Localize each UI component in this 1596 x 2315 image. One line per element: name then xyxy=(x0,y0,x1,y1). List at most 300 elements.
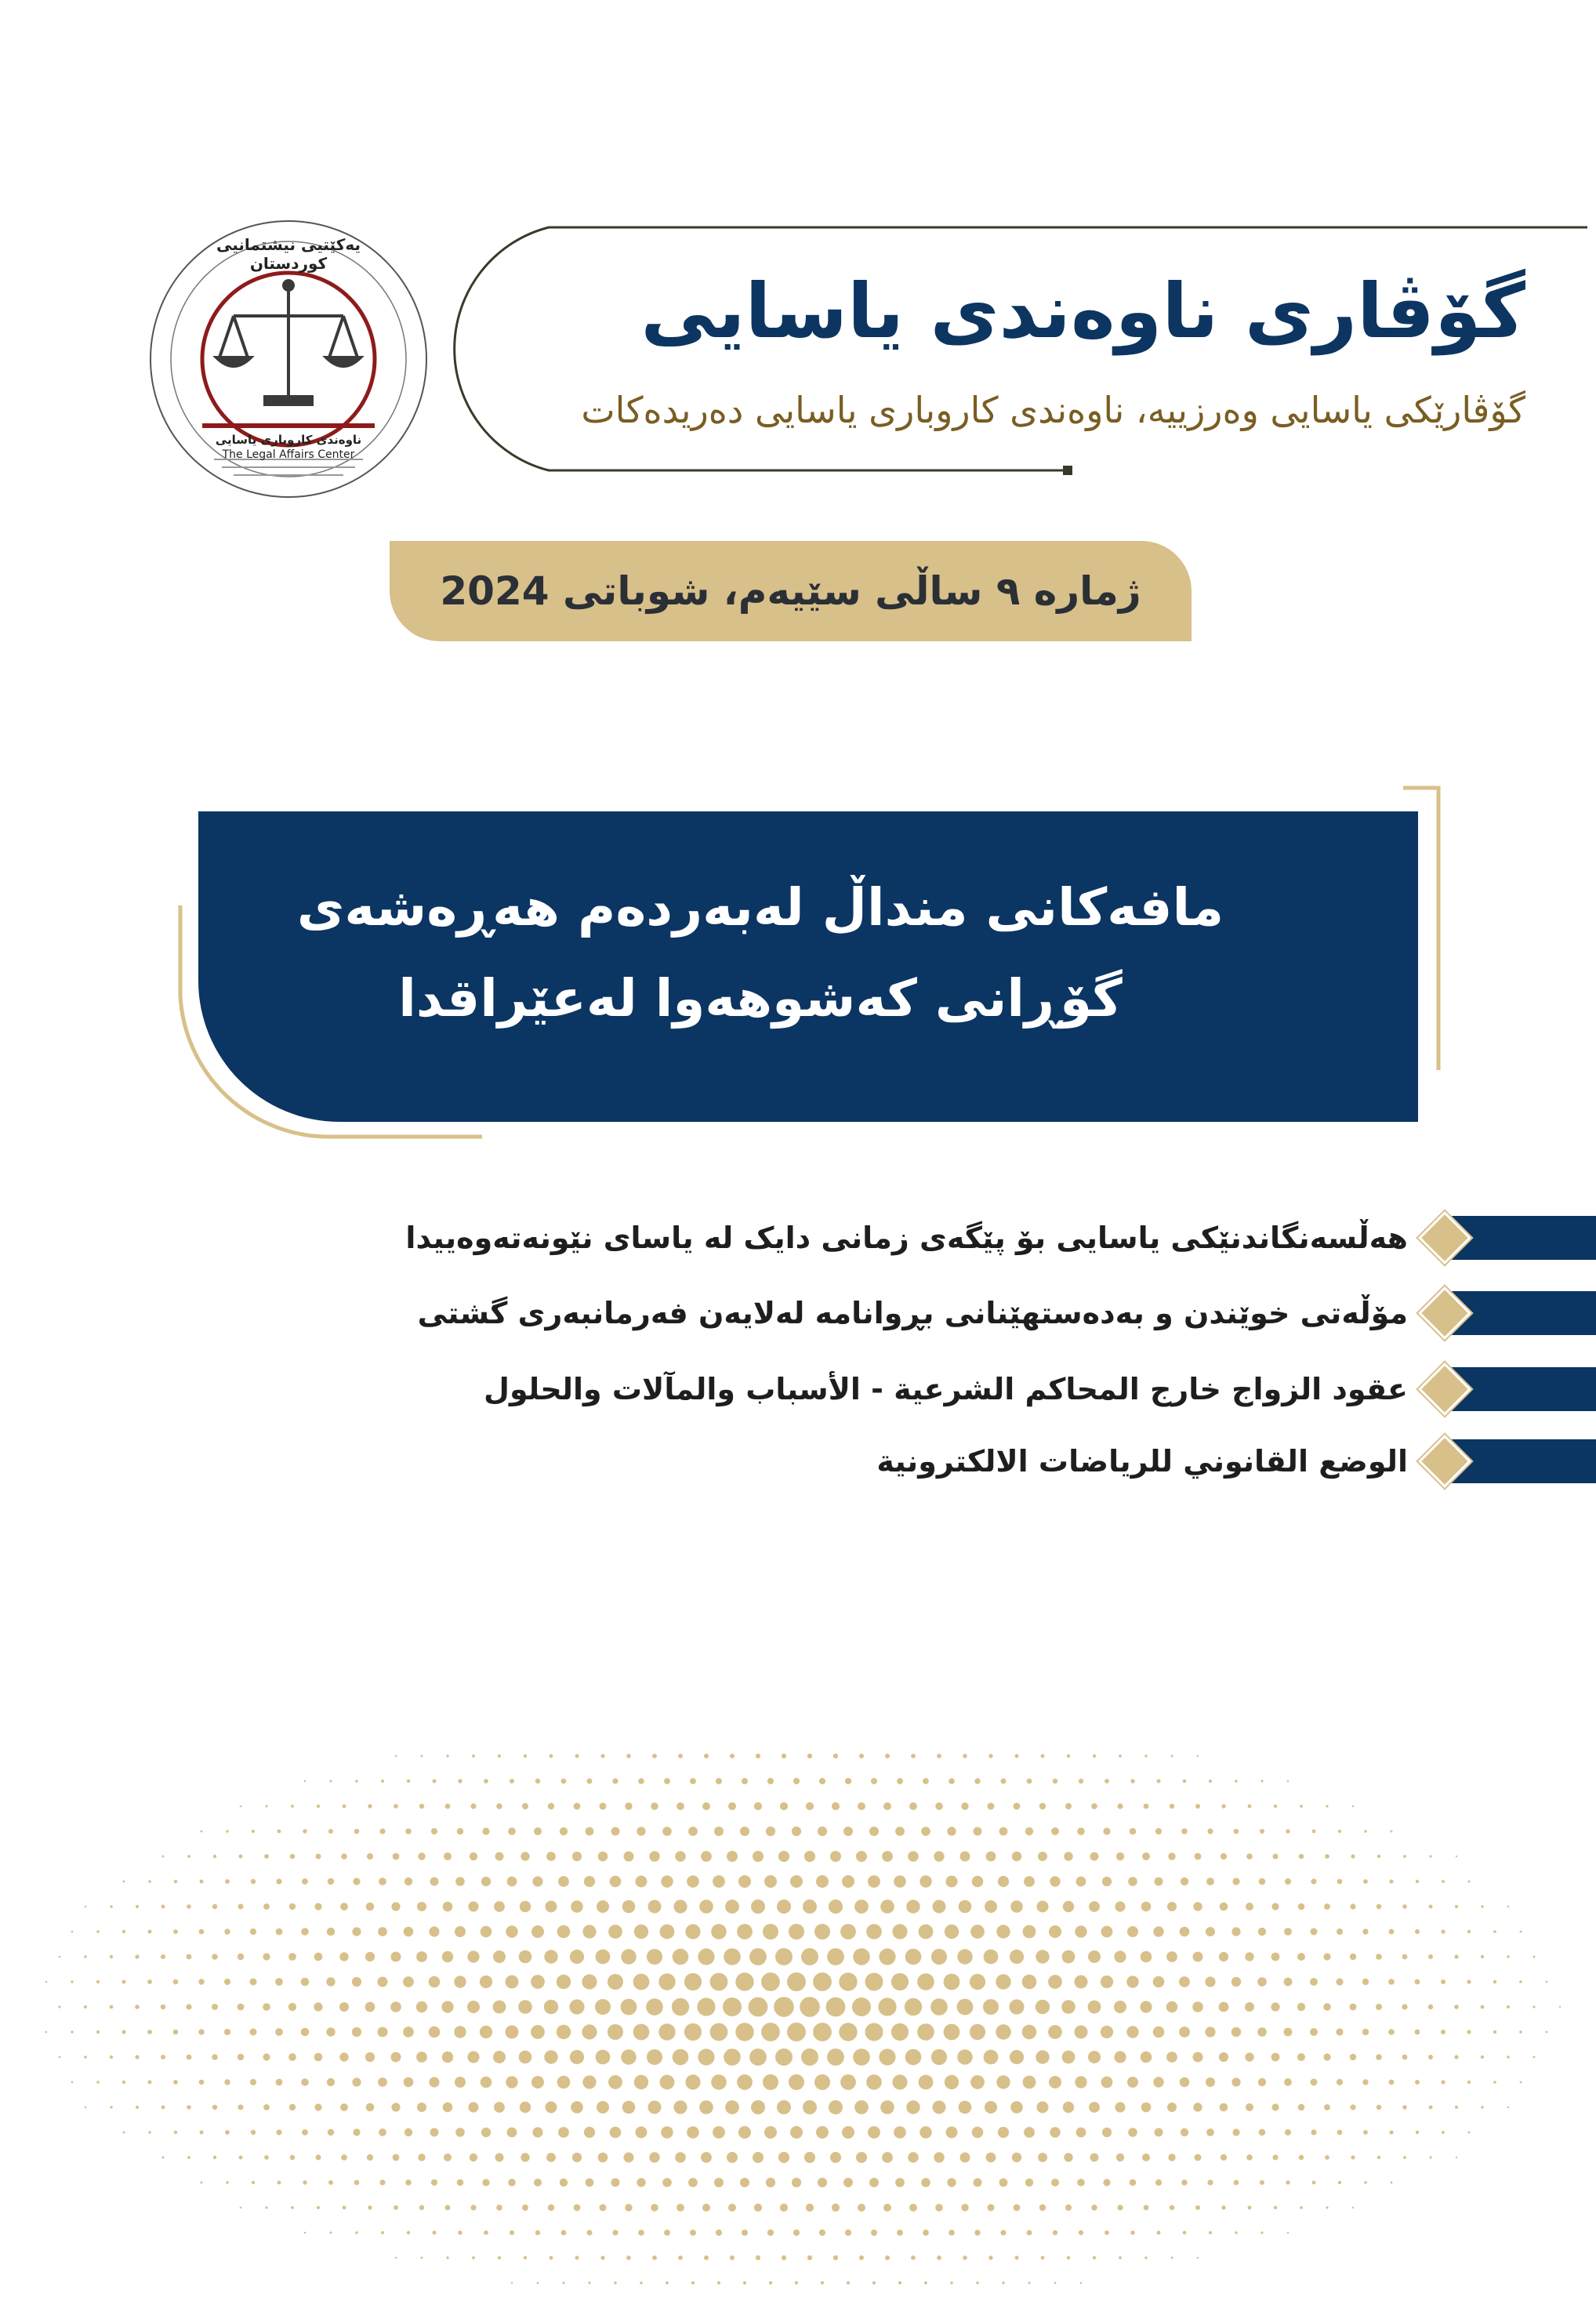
halftone-dot xyxy=(224,1979,230,1985)
halftone-dot xyxy=(1441,1979,1445,1984)
halftone-dot xyxy=(728,2204,736,2212)
halftone-dot xyxy=(213,1855,216,1858)
halftone-dot xyxy=(327,2078,335,2086)
halftone-dot xyxy=(1166,2052,1177,2063)
halftone-dot xyxy=(264,2155,269,2160)
halftone-dot xyxy=(224,1929,230,1934)
halftone-dot xyxy=(572,1852,582,1861)
halftone-dot xyxy=(1519,1980,1522,1983)
halftone-dot xyxy=(885,1754,890,1758)
halftone-dot xyxy=(468,1901,478,1911)
halftone-dot xyxy=(830,1851,841,1862)
halftone-dot xyxy=(1141,2103,1152,2113)
halftone-dot xyxy=(996,1974,1010,1989)
halftone-dot xyxy=(1311,1929,1318,1936)
halftone-dot xyxy=(1105,1779,1109,1783)
halftone-dot xyxy=(1022,2025,1037,2040)
halftone-dot xyxy=(147,2030,152,2034)
halftone-dot xyxy=(291,1805,294,1808)
halftone-dot xyxy=(704,2255,709,2260)
halftone-dot xyxy=(1298,1903,1305,1910)
halftone-dot xyxy=(905,1998,922,2016)
halftone-dot xyxy=(1023,1925,1036,1939)
halftone-dot xyxy=(950,2281,953,2284)
halftone-dot xyxy=(302,2129,308,2135)
halftone-dot xyxy=(416,2052,427,2063)
halftone-dot xyxy=(301,1928,309,1936)
halftone-dot xyxy=(1053,2230,1057,2235)
halftone-dot xyxy=(238,2105,244,2110)
halftone-dot xyxy=(1220,2103,1228,2112)
halftone-dot xyxy=(789,1924,804,1939)
halftone-dot xyxy=(510,1779,514,1783)
halftone-dot xyxy=(963,1754,967,1758)
halftone-dot xyxy=(122,1980,126,1984)
halftone-dot xyxy=(818,2178,827,2187)
halftone-dot xyxy=(1271,2053,1280,2062)
halftone-dot xyxy=(1054,2282,1057,2284)
halftone-dot xyxy=(1326,1805,1328,1807)
halftone-dot xyxy=(174,1880,177,1883)
halftone-dot xyxy=(714,1827,724,1836)
feature-title-line-2: گۆڕانی کەشوهەوا لەعێراقدا xyxy=(398,967,1123,1029)
halftone-dot xyxy=(1402,1954,1408,1960)
halftone-dot xyxy=(908,1851,919,1862)
halftone-dot xyxy=(557,1975,571,1989)
halftone-dot xyxy=(792,2178,801,2187)
halftone-dot xyxy=(699,1900,713,1914)
halftone-dot xyxy=(290,2155,295,2160)
halftone-dot xyxy=(988,1803,995,1810)
halftone-dot xyxy=(1093,1754,1096,1758)
halftone-dot xyxy=(136,1905,139,1908)
halftone-dot xyxy=(800,1997,820,2017)
halftone-dot xyxy=(1050,2127,1060,2137)
halftone-dot xyxy=(868,1875,880,1888)
halftone-dot xyxy=(917,1973,934,1990)
halftone-dot xyxy=(793,1778,800,1784)
halftone-dot xyxy=(684,1973,702,1990)
halftone-dot xyxy=(612,1778,618,1783)
halftone-dot xyxy=(1391,1831,1393,1833)
halftone-dot xyxy=(276,1878,281,1884)
halftone-dot xyxy=(365,1952,375,1961)
halftone-dot xyxy=(340,1903,348,1910)
halftone-dot xyxy=(1181,2128,1188,2136)
halftone-dot xyxy=(495,1852,504,1861)
halftone-dot xyxy=(612,2230,618,2235)
halftone-dot xyxy=(790,2126,803,2139)
halftone-dot xyxy=(1533,2056,1536,2059)
halftone-dot xyxy=(999,1827,1008,1836)
halftone-dot xyxy=(187,1954,192,1960)
halftone-dot xyxy=(1441,2030,1445,2034)
halftone-dot xyxy=(725,1900,739,1914)
halftone-dot xyxy=(1274,2206,1277,2209)
halftone-dot xyxy=(524,1754,527,1758)
halftone-dot xyxy=(1323,2003,1331,2011)
halftone-dot xyxy=(328,2180,333,2185)
halftone-dot xyxy=(316,2155,321,2161)
halftone-dot xyxy=(314,1903,321,1910)
halftone-dot xyxy=(1221,2205,1225,2209)
halftone-dot xyxy=(1231,2077,1240,2086)
halftone-dot xyxy=(314,1953,323,1961)
halftone-dot xyxy=(1402,2004,1407,2009)
halftone-dot xyxy=(843,1827,853,1836)
halftone-dot xyxy=(520,1901,531,1912)
halftone-dot xyxy=(754,1802,762,1810)
halftone-dot xyxy=(974,1827,982,1836)
halftone-dot xyxy=(1167,1902,1177,1911)
halftone-dot xyxy=(1258,1928,1266,1936)
halftone-dot xyxy=(782,2255,786,2260)
halftone-dot xyxy=(561,2230,567,2236)
halftone-dot xyxy=(352,2077,361,2086)
halftone-dot xyxy=(621,1999,637,2016)
halftone-dot xyxy=(1024,2127,1035,2138)
halftone-dot xyxy=(355,2231,358,2234)
halftone-dot xyxy=(1533,2005,1535,2008)
halftone-dot xyxy=(391,2052,401,2063)
halftone-dot xyxy=(304,1780,307,1783)
halftone-dot xyxy=(343,1805,346,1809)
halftone-dot xyxy=(1441,2080,1445,2084)
halftone-dot xyxy=(263,2053,270,2060)
halftone-dot xyxy=(1153,1926,1163,1936)
halftone-dot xyxy=(1234,1829,1239,1834)
halftone-dot xyxy=(1467,1930,1471,1933)
halftone-dot xyxy=(429,1926,439,1936)
halftone-dot xyxy=(199,1929,205,1935)
halftone-dot xyxy=(341,2154,347,2161)
halftone-dot xyxy=(614,2281,616,2284)
halftone-dot xyxy=(1376,1954,1382,1960)
halftone-dot xyxy=(303,1829,307,1833)
halftone-dot xyxy=(531,2025,545,2039)
halftone-dot xyxy=(1049,2076,1061,2088)
halftone-dot xyxy=(586,2179,594,2187)
halftone-dot xyxy=(1089,1901,1100,1912)
halftone-dot xyxy=(1077,1827,1085,1835)
halftone-dot xyxy=(378,2077,387,2087)
halftone-dot xyxy=(506,1925,517,1937)
halftone-dot xyxy=(792,1827,801,1836)
halftone-dot xyxy=(1050,1876,1060,1886)
halftone-dot xyxy=(416,2001,427,2012)
halftone-dot xyxy=(510,2230,514,2235)
halftone-dot xyxy=(1533,1956,1536,1958)
halftone-dot xyxy=(301,2078,309,2086)
halftone-dot xyxy=(648,2101,662,2114)
halftone-dot xyxy=(365,2052,375,2062)
halftone-dot xyxy=(763,2074,778,2090)
halftone-dot xyxy=(647,2049,662,2065)
halftone-dot xyxy=(891,2023,909,2041)
halftone-dot xyxy=(972,1876,984,1888)
magazine-subtitle: گۆڤارێکی یاسایی وەرزییە، ناوەندی کاروباری یاسایی دەریدەکات xyxy=(581,389,1525,431)
halftone-dot xyxy=(673,2100,687,2114)
halftone-dot xyxy=(780,1802,788,1810)
halftone-dot xyxy=(826,1998,846,2017)
halftone-dot xyxy=(161,2005,165,2009)
halftone-dot xyxy=(764,2126,777,2139)
halftone-dot xyxy=(575,2256,579,2260)
halftone-dot xyxy=(339,2002,349,2012)
halftone-dot xyxy=(353,1878,360,1885)
halftone-dot xyxy=(1049,1925,1061,1938)
halftone-dot xyxy=(647,1949,662,1965)
halftone-dot xyxy=(1041,2256,1045,2260)
halftone-dot xyxy=(1022,1975,1037,1990)
halftone-dot xyxy=(742,2230,748,2236)
halftone-dot xyxy=(584,1876,595,1887)
halftone-dot xyxy=(880,1900,894,1914)
halftone-dot xyxy=(352,1927,361,1936)
halftone-dot xyxy=(1350,2004,1357,2011)
halftone-dot xyxy=(1231,1977,1241,1987)
halftone-dot xyxy=(265,2206,267,2208)
halftone-dot xyxy=(161,2106,165,2110)
halftone-dot xyxy=(404,2077,414,2088)
halftone-dot xyxy=(1144,2205,1149,2211)
halftone-dot xyxy=(1062,1950,1075,1964)
halftone-dot xyxy=(162,1856,165,1858)
halftone-dot xyxy=(1205,2027,1215,2037)
halftone-dot xyxy=(801,2048,818,2066)
halftone-dot xyxy=(446,1754,448,1757)
halftone-dot xyxy=(574,2204,581,2212)
halftone-dot xyxy=(1546,1981,1548,1983)
halftone-dot xyxy=(457,2179,464,2186)
halftone-dot xyxy=(326,1977,335,1986)
issue-label: ژمارە ٩ ساڵی سێیەم، شوباتی 2024 xyxy=(440,568,1141,614)
topic-text: مۆڵەتی خوێندن و بەدەستهێنانی بڕوانامە لەلایەن فەرمانبەری گشتی xyxy=(417,1296,1408,1330)
halftone-dot xyxy=(84,2056,87,2059)
halftone-dot xyxy=(238,1954,244,1960)
halftone-dot xyxy=(813,1972,832,1991)
halftone-dot xyxy=(148,1880,151,1883)
halftone-dot xyxy=(1415,1979,1420,1985)
halftone-dot xyxy=(717,2281,720,2284)
halftone-dot xyxy=(691,2281,695,2284)
halftone-dot xyxy=(673,1949,689,1965)
halftone-dot xyxy=(494,2102,505,2113)
halftone-dot xyxy=(710,1973,728,1991)
halftone-dot xyxy=(699,2100,713,2114)
halftone-dot xyxy=(1364,1830,1367,1833)
halftone-dot xyxy=(1257,2027,1267,2037)
halftone-dot xyxy=(1130,2230,1134,2234)
halftone-dot xyxy=(1507,2056,1510,2059)
halftone-dot xyxy=(891,1973,909,1990)
halftone-dot xyxy=(1298,2104,1305,2111)
halftone-dot xyxy=(1428,2055,1433,2059)
halftone-dot xyxy=(1076,1877,1086,1887)
halftone-dot xyxy=(1351,2155,1355,2159)
halftone-dot xyxy=(1193,2103,1202,2111)
halftone-dot xyxy=(498,2256,501,2259)
halftone-dot xyxy=(919,2075,934,2090)
halftone-dot xyxy=(611,1827,620,1836)
halftone-dot xyxy=(1350,2054,1356,2060)
halftone-dot xyxy=(1010,1900,1023,1913)
halftone-dot xyxy=(1075,1976,1088,1989)
halftone-dot xyxy=(1192,2001,1203,2012)
halftone-dot xyxy=(1337,1879,1343,1885)
halftone-dot xyxy=(1220,1903,1228,1911)
halftone-dot xyxy=(1064,2153,1072,2161)
halftone-dot xyxy=(621,2049,636,2064)
halftone-dot xyxy=(1144,1804,1149,1809)
halftone-dot xyxy=(842,2126,854,2139)
halftone-dot xyxy=(637,2178,645,2186)
halftone-dot xyxy=(769,2281,772,2284)
halftone-dot xyxy=(803,1900,817,1914)
halftone-dot xyxy=(1195,2154,1202,2161)
halftone-dot xyxy=(807,2255,812,2260)
halftone-dot xyxy=(368,2205,372,2209)
halftone-dot xyxy=(1157,1780,1161,1783)
halftone-dot xyxy=(1115,1901,1125,1911)
halftone-dot xyxy=(600,1754,604,1758)
halftone-dot xyxy=(1153,1976,1165,1988)
halftone-dot xyxy=(1010,1950,1024,1964)
halftone-dot xyxy=(1273,1854,1279,1860)
halftone-dot xyxy=(1117,1803,1123,1809)
halftone-dot xyxy=(1507,1955,1510,1958)
halftone-dot xyxy=(985,1900,997,1913)
halftone-dot xyxy=(1127,2077,1138,2088)
halftone-dot xyxy=(458,1779,462,1783)
halftone-dot xyxy=(1403,1855,1406,1858)
halftone-dot xyxy=(213,2156,216,2159)
halftone-dot xyxy=(761,1972,780,1991)
halftone-dot xyxy=(651,2204,658,2212)
halftone-dot xyxy=(1271,1953,1280,1961)
halftone-dot xyxy=(819,2230,825,2236)
halftone-dot xyxy=(957,2049,972,2064)
halftone-dot xyxy=(1351,1854,1355,1858)
halftone-dot xyxy=(1389,1929,1395,1935)
halftone-dot xyxy=(544,2000,558,2014)
halftone-dot xyxy=(507,2128,517,2138)
halftone-dot xyxy=(930,1998,948,2016)
halftone-dot xyxy=(588,2281,590,2284)
halftone-dot xyxy=(586,1827,594,1836)
halftone-dot xyxy=(366,2103,375,2112)
halftone-dot xyxy=(582,1925,596,1938)
halftone-dot xyxy=(1183,2231,1187,2235)
halftone-dot xyxy=(520,2102,531,2113)
halftone-dot xyxy=(381,2231,384,2234)
halftone-dot xyxy=(1287,1780,1289,1783)
halftone-dot xyxy=(303,2180,307,2184)
halftone-dot xyxy=(560,2179,568,2186)
halftone-dot xyxy=(845,1778,851,1784)
halftone-dot xyxy=(1103,2179,1110,2186)
halftone-dot xyxy=(123,1881,125,1883)
halftone-dot xyxy=(740,1827,749,1836)
halftone-dot xyxy=(1377,2105,1381,2110)
halftone-dot xyxy=(431,2179,437,2186)
halftone-dot xyxy=(933,1900,946,1914)
halftone-dot xyxy=(1284,1928,1292,1936)
halftone-dot xyxy=(751,2100,765,2114)
halftone-dot xyxy=(1077,2179,1085,2186)
halftone-dot xyxy=(1116,1852,1124,1860)
halftone-dot xyxy=(96,2030,100,2034)
halftone-dot xyxy=(1010,2101,1023,2114)
halftone-dot xyxy=(1180,2077,1190,2088)
halftone-dot xyxy=(716,2230,722,2236)
halftone-dot xyxy=(944,2024,960,2041)
halftone-dot xyxy=(276,2129,281,2135)
halftone-dot xyxy=(793,2230,800,2236)
halftone-dot xyxy=(1219,1952,1228,1961)
halftone-dot xyxy=(959,1900,972,1914)
halftone-dot xyxy=(522,1803,528,1809)
halftone-dot xyxy=(1023,2076,1036,2089)
halftone-dot xyxy=(688,2178,698,2187)
halftone-dot xyxy=(911,2255,916,2260)
halftone-dot xyxy=(854,2100,869,2114)
halftone-dot xyxy=(544,2050,557,2063)
halftone-dot xyxy=(379,2128,386,2136)
halftone-dot xyxy=(288,2053,296,2061)
halftone-dot xyxy=(869,1827,879,1836)
halftone-dot xyxy=(634,1925,648,1939)
halftone-dot xyxy=(730,1754,735,1758)
halftone-dot xyxy=(263,1903,270,1910)
halftone-dot xyxy=(906,1900,920,1913)
halftone-dot xyxy=(595,1999,611,2015)
halftone-dot xyxy=(1323,2053,1330,2060)
halftone-dot xyxy=(906,2100,920,2114)
halftone-dot xyxy=(1153,2077,1163,2087)
halftone-dot xyxy=(1338,1830,1341,1833)
halftone-dot xyxy=(713,1875,725,1888)
halftone-dot xyxy=(431,1828,437,1834)
halftone-dot xyxy=(1090,2154,1099,2162)
halftone-dot xyxy=(880,2100,894,2114)
halftone-dot xyxy=(1454,1954,1458,1958)
halftone-dot xyxy=(983,1999,999,2015)
halftone-dot xyxy=(1520,1931,1522,1933)
halftone-dot xyxy=(238,2054,244,2060)
halftone-dot xyxy=(200,1880,204,1884)
halftone-dot xyxy=(1130,2179,1137,2186)
halftone-dot xyxy=(482,2179,489,2186)
halftone-dot xyxy=(1455,2106,1458,2109)
halftone-dot xyxy=(1076,2128,1086,2138)
halftone-dot xyxy=(1181,1878,1188,1885)
halftone-dot xyxy=(1051,1827,1059,1835)
halftone-dot xyxy=(935,2204,943,2212)
halftone-dot xyxy=(1036,1950,1049,1963)
halftone-dot xyxy=(1170,2205,1174,2210)
halftone-dot xyxy=(625,2204,632,2211)
halftone-dot xyxy=(521,1852,529,1860)
halftone-dot xyxy=(1080,2282,1083,2284)
halftone-dot xyxy=(1519,2030,1522,2034)
halftone-dot xyxy=(252,2181,255,2184)
halftone-dot xyxy=(394,2205,398,2210)
halftone-dot xyxy=(1300,2206,1303,2209)
halftone-dot xyxy=(1155,2179,1162,2186)
halftone-dot xyxy=(1429,1905,1433,1909)
halftone-dot xyxy=(314,2053,323,2062)
